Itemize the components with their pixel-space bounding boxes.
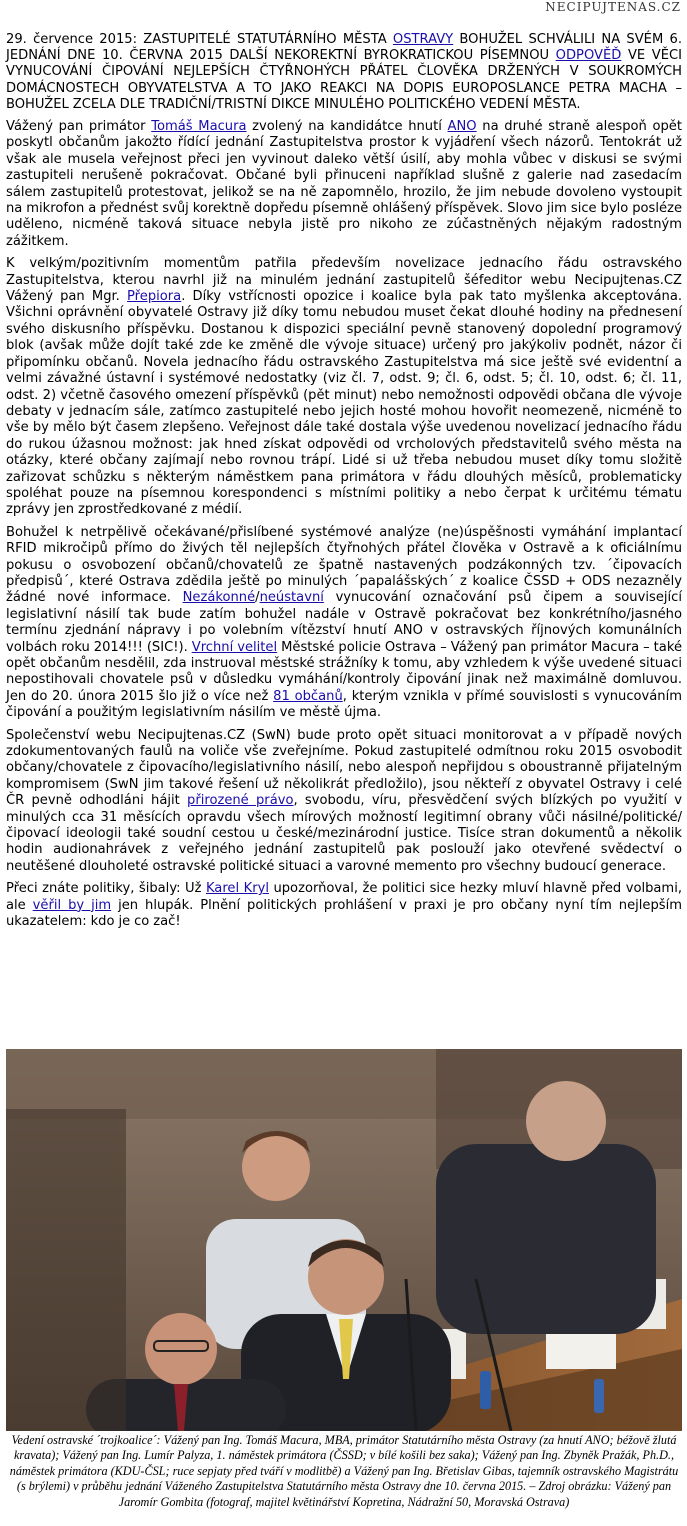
article-text: Bohužel k netrpělivě očekávané/přislíbené systémové analýze (ne)úspěšnosti vymáhání implantací RFID mikročipů přímo do živých těl nejlepších čtyřnohých přátel člověka v Ostravě a k oficiálnímu pokusu o osvobození občanů/chovatelů ze špatně nastavených podzákonných tzv. ´čipovacích předpisů´, které Ostrava zdědila ještě po minulých ´papalášských´ z koalice ČSSD + ODS nezazněly žádné nové informace.: [6, 524, 682, 606]
site-name: NECIPUJTENAS.CZ: [545, 0, 681, 14]
article-text: zvolený na kandidátce hnutí: [246, 119, 448, 135]
article-link[interactable]: Karel Kryl: [205, 881, 269, 897]
article-text: . Díky vstřícnosti opozice i koalice byla pak tato myšlenka akceptována. Všichni oprávnění obyvatelé Ostravy již díky tomu nebudou muset čekat dlouhé hodiny na přednesení svého diskusního příspěvku. Dostanou k dispozici speciální pevně stanovený dopolední programový blok (avšak může dojít také zde ke změně dle vývoje situace) určený pro jakýkoliv podnět, názor či připomínku občanů. Novela jednacího řádu ostravského Zastupitelstva má sice ještě své evidentní a velmi závažné ústavní i systémové nedostatky (viz čl. 7, odst. 9; čl. 6, odst. 5; čl. 10, odst. 6; čl. 11, odst. 2) včetně časového omezení příspěvků (pět minut) nebo nemožnosti odpovědi občana dle vývoje debaty v jednacím sále, zatímco zastupitelé nebo jejich hosté mohou hovořit neomezeně, nicméně to vše by mělo být časem zlepšeno. Veřejnost dále také dostala výše uvedenou novelizací jednacího řádu do rukou úžasnou možnost: jak hned získat odpovědi od vrcholových představitelů svého města na otázky, které občany zajímají nebo rovnou trápí. Lidé si už třeba nebudou muset díky tomu složitě zařizovat schůzku s některým náměstkem pana primátora v řádu dlouhých měsíců, problematicky spoléhat pouze na písemnou korespondenci s místními politiky a nebo čerpat k určitému tématu zprávy jen zprostředkované z médií.: [6, 289, 682, 518]
article-link[interactable]: Tomáš Macura: [151, 119, 247, 135]
photo-caption: Vedení ostravské ´trojkoalice´: Vážený pan Ing. Tomáš Macura, MBA, primátor Statutárního města Ostravy (za hnutí ANO; béžově žlutá kravata); Vážený pan Ing. Lumír Palyza, 1. náměstek primátora (ČSSD; v bílé košili bez saka); Vážený pan Ing. Zbyněk Pražák, Ph.D., náměstek primátora (KDU-ČSL; ruce sepjaty před tváří v modlitbě) a Vážený pan Ing. Břetislav Gibas, tajemník ostravského Magistrátu (s brýlemi) v průběhu jednání Váženého Zastupitelstva Statutárního města Ostravy dne 10. června 2015. – Zdroj obrázku: Vážený pan Jaromír Gombita (fotograf, majitel květinářství Kopretina, Nádražní 50, Moravská Ostrava): [9, 1433, 679, 1509]
article-paragraph: [6, 256, 682, 519]
article-text: vynucování označování psů čipem a související legislativní násilí tak bude zatím bohužel nadále v Ostravě pokračovat bez konkrétního/jasného termínu zjednání nápravy i po volebním vítězství hnutí ANO v ostravských říjnových komunálních volbách roku 2014!!! (SIC!).: [6, 590, 682, 655]
article-link[interactable]: OSTRAVY: [392, 32, 454, 47]
article-link[interactable]: Nezákonné: [182, 590, 256, 606]
article-paragraph: [6, 728, 682, 876]
article-text: , svobodu, víru, přesvědčení svých blízkých po využití v minulých cca 31 měsících opravdu všech mírových možností legitimní obrany vůči násilné/politické/čipovací ideologii také soudní cestou u české/mezinárodní justice. Tisíce stran dokumentů a několik hodin audionahrávek z veřejného jednání zastupitelů pak poslouží jako otevřené svědectví o neutěšené dlouholeté ostravské politické situaci a varovné memento pro všechny budoucí generace.: [6, 793, 682, 874]
article-text: VE VĚCI VYNUCOVÁNÍ ČIPOVÁNÍ NEJLEPŠÍCH ČTYŘNOHÝCH PŘÁTEL ČLOVĚKA DRŽENÝCH V SOUKROMÝCH DOMÁCNOSTECH OBYVATELSTVA A TO JAKO REAKCI NA DOPIS EUROPOSLANCE PETRA MACHA – BOHUŽEL ZCELA DLE TRADIČNÍ/TRISTNÍ DIKCE MINULÉHO POLITICKÉHO VEDENÍ MĚSTA.: [6, 48, 682, 112]
article-paragraph: [6, 525, 682, 722]
article-text: Společenství webu Necipujtenas.CZ (SwN) bude proto opět situaci monitorovat a v případě nových zdokumentovaných faulů na voliče vše zveřejníme. Pokud zastupitelé odmítnou roku 2015 osvobodit občany/chovatele z čipovacího/legislativního násilí, nebo alespoň nepřijdou s oboustranně přijatelným kompromisem (SwN jim takové řešení už několikrát předložilo), jsou někteří z obyvatel Ostravy i celé ČR pevně odhodláni hájit: [6, 727, 682, 809]
article-text: K velkým/pozitivním momentům patřila především novelizace jednacího řádu ostravského Zastupitelstva, kterou navrhl již na minulém jednání zastupitelů šéfeditor webu Necipujtenas.CZ Vážený pan Mgr.: [6, 256, 682, 305]
article-paragraph: [6, 119, 682, 250]
article-text: Vážený pan primátor: [6, 119, 152, 135]
article-link[interactable]: věřil by jim: [32, 897, 112, 913]
article-link[interactable]: ODPOVĚĎ: [555, 48, 622, 64]
article-text: 29. července 2015: ZASTUPITELÉ STATUTÁRNÍHO MĚSTA: [6, 32, 393, 47]
article-text: Městské policie Ostrava – Vážený pan primátor Macura – také opět občanům nesdělil, zda instruoval městské strážníky k tomu, aby vzhledem k výše uvedené situaci nepostihovali chovatele psů v důsledku vymáhání/kontroly čipování jinak než maximálně domluvou. Jen do 20. února 2015 šlo již o více než: [6, 639, 682, 704]
article-paragraph: [6, 32, 682, 113]
article-text: upozorňoval, že politici sice hezky mluví hlavně před volbami, ale: [6, 881, 682, 913]
article-text: BOHUŽEL SCHVÁLILI NA SVÉM 6. JEDNÁNÍ DNE 10. ČERVNA 2015 DALŠÍ NEKOREKTNÍ BYROKRATICKOU PÍSEMNOU: [6, 32, 682, 64]
article-body: [6, 32, 682, 937]
article-text: Přeci znáte politiky, šibaly: Už: [6, 881, 206, 897]
article-link[interactable]: 81 občanů: [273, 688, 343, 704]
article-link[interactable]: neústavní: [259, 590, 324, 606]
article-link[interactable]: Přepiora: [127, 289, 182, 305]
article-text: , kterým vznikla v přímé souvislosti s vynucováním čipování a použitým legislativním násilím ve městě újma.: [6, 688, 682, 721]
article-paragraph: [6, 881, 682, 930]
article-text: /: [255, 590, 260, 606]
article-link[interactable]: ANO: [447, 119, 477, 135]
article-link[interactable]: přirozené právo: [187, 793, 294, 809]
article-text: jen hlupák. Plnění politických prohlášení v praxi je pro občany nyní tím nejlepším ukazatelem: kdo je co zač!: [6, 897, 682, 930]
article-link[interactable]: Vrchní velitel: [191, 639, 278, 655]
council-meeting-photo: [6, 1049, 682, 1431]
article-text: na druhé straně alespoň opět poskytl občanům jakožto řídící jednání Zastupitelstva prostor k vyjádření všech názorů. Tentokrát už však ale musela veřejnost přeci jen vyvinout daleko větší úsilí, aby mohla vůbec v diskusi se svými zastupiteli nerušeně pokračovat. Občané byli přinuceni například slušně z galerie nad zasedacím sálem zastupitelů protestovat, jelikož se na ně zapomnělo, hrozilo, že jim nebude dovoleno vystoupit na mikrofon a přednést svůj korektně dopředu písemně ohlášený příspěvek. Slovo jim sice bylo posléze uděleno, nicméně taková situace nebyla jistě pro nikoho ze zúčastněných nějakým radostným zážitkem.: [6, 119, 682, 249]
